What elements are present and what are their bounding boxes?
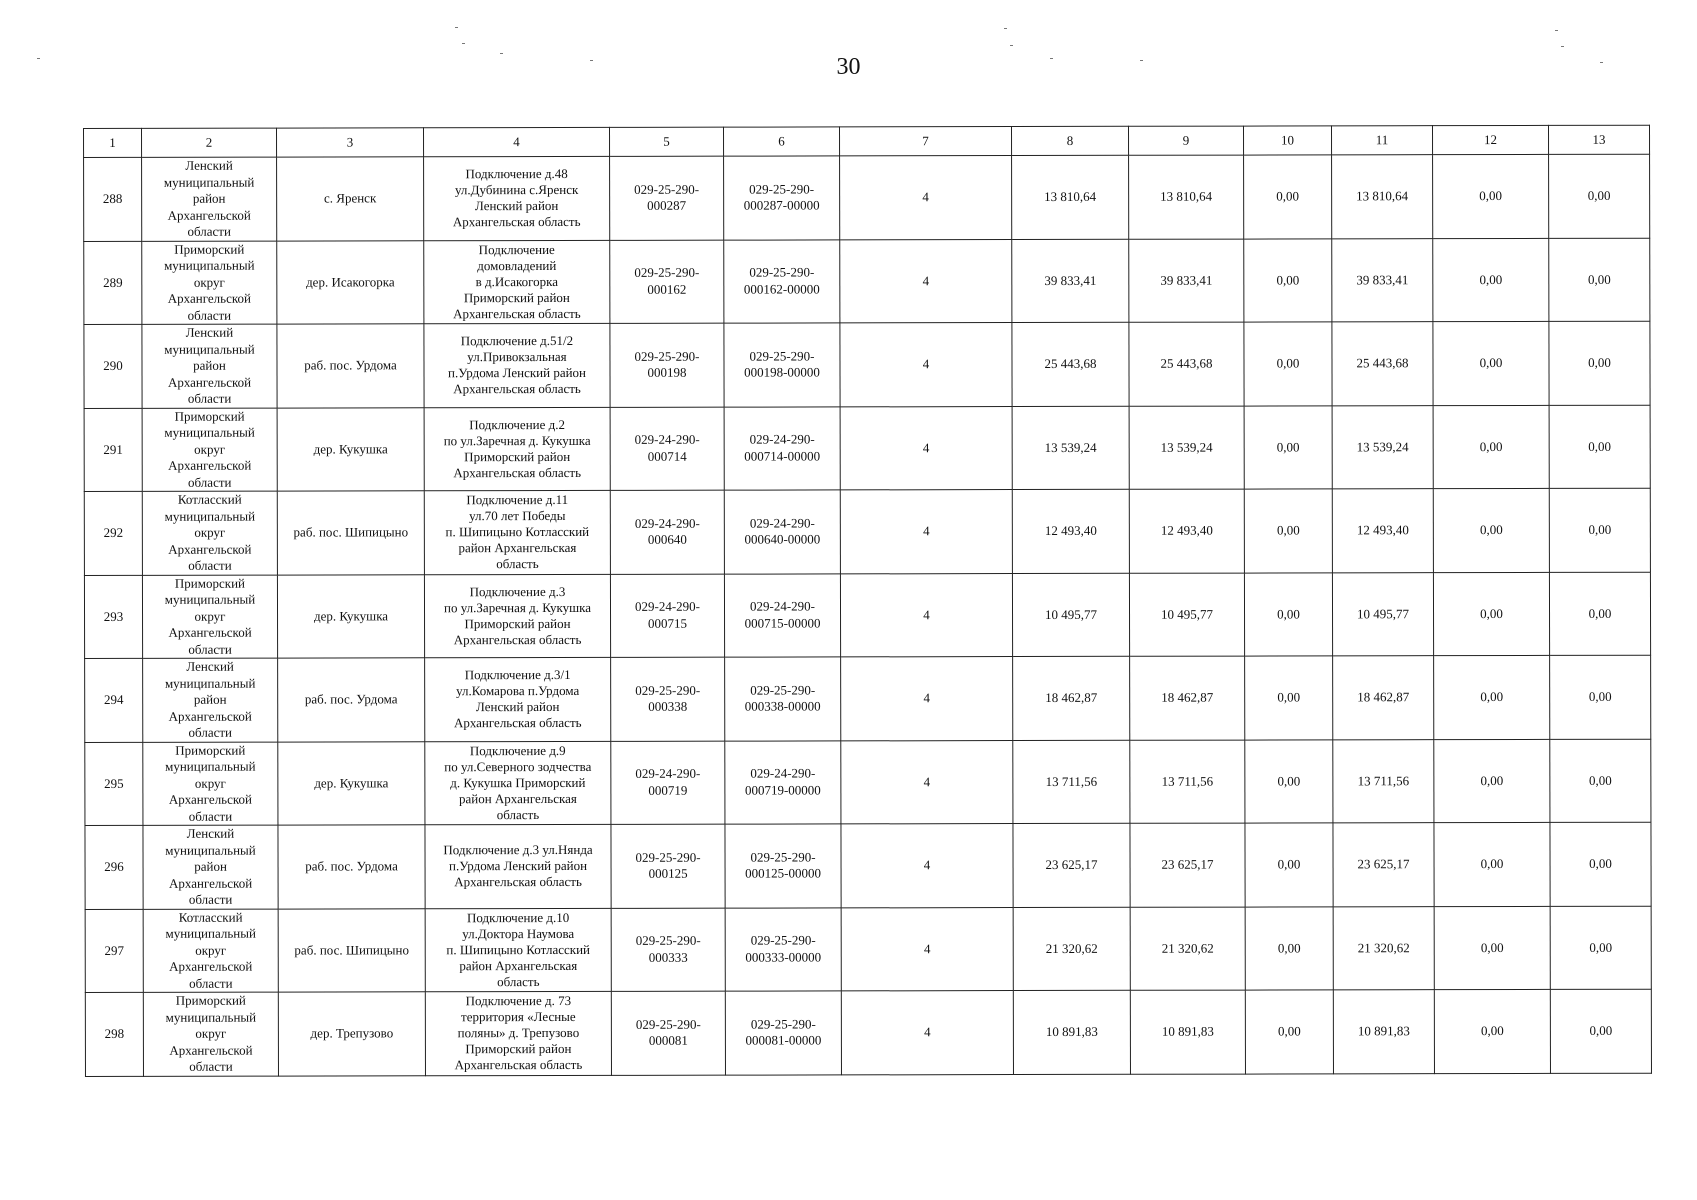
col11-cell: 18 462,87 xyxy=(1333,656,1434,740)
full-code-cell: 029-25-290- 000287-00000 xyxy=(724,156,840,240)
municipality-cell: Приморский муниципальный округ Архангельской области xyxy=(142,408,277,492)
col11-cell: 12 493,40 xyxy=(1332,489,1433,573)
code-cell: 029-25-290- 000125 xyxy=(611,824,725,908)
col11-cell: 10 495,77 xyxy=(1332,572,1433,656)
column-header: 1 xyxy=(84,128,142,157)
address-cell: Подключение домовладений в д.Исакогорка Приморский район Архангельская область xyxy=(424,240,610,324)
col10-cell: 0,00 xyxy=(1244,572,1332,656)
column-header: 11 xyxy=(1331,126,1432,155)
col7-cell: 4 xyxy=(840,156,1012,240)
table-row xyxy=(84,488,1650,575)
col9-cell: 13 810,64 xyxy=(1129,155,1244,239)
code-cell: 029-25-290- 000162 xyxy=(610,240,724,324)
col13-cell: 0,00 xyxy=(1550,989,1651,1073)
table-row xyxy=(84,572,1650,659)
col10-cell: 0,00 xyxy=(1244,322,1332,406)
full-code-cell: 029-24-290- 000715-00000 xyxy=(724,573,840,657)
scan-speck xyxy=(1004,28,1007,29)
full-code-cell: 029-25-290- 000125-00000 xyxy=(725,824,841,908)
col11-cell: 21 320,62 xyxy=(1333,906,1434,990)
table-row xyxy=(84,238,1650,325)
table-row xyxy=(84,405,1650,492)
code-cell: 029-25-290- 000198 xyxy=(610,323,724,407)
municipality-cell: Ленский муниципальный район Архангельской области xyxy=(142,157,277,241)
col9-cell: 39 833,41 xyxy=(1129,239,1244,323)
col8-cell: 13 711,56 xyxy=(1013,740,1130,824)
col8-cell: 23 625,17 xyxy=(1013,823,1130,907)
settlement-cell: дер. Кукушка xyxy=(277,407,424,491)
col12-cell: 0,00 xyxy=(1433,154,1549,238)
col8-cell: 18 462,87 xyxy=(1013,656,1130,740)
address-cell: Подключение д.3/1 ул.Комарова п.Урдома Ленский район Архангельская область xyxy=(425,657,611,741)
col7-cell: 4 xyxy=(840,573,1012,657)
col13-cell: 0,00 xyxy=(1549,405,1650,489)
municipality-cell: Ленский муниципальный район Архангельской области xyxy=(143,658,278,742)
col10-cell: 0,00 xyxy=(1245,656,1333,740)
full-code-cell: 029-25-290- 000162-00000 xyxy=(724,239,840,323)
col10-cell: 0,00 xyxy=(1244,489,1332,573)
full-code-cell: 029-25-290- 000081-00000 xyxy=(725,991,841,1075)
scan-speck xyxy=(1555,30,1558,31)
settlement-cell: с. Яренск xyxy=(277,157,424,241)
col8-cell: 10 891,83 xyxy=(1013,990,1130,1074)
code-cell: 029-25-290- 000287 xyxy=(610,156,724,240)
scan-speck xyxy=(1010,45,1013,46)
col8-cell: 39 833,41 xyxy=(1012,239,1129,323)
col7-cell: 4 xyxy=(840,323,1012,407)
col13-cell: 0,00 xyxy=(1549,572,1650,656)
col9-cell: 10 495,77 xyxy=(1129,573,1244,657)
col7-cell: 4 xyxy=(840,490,1012,574)
table-row xyxy=(85,739,1651,826)
col8-cell: 12 493,40 xyxy=(1012,489,1129,573)
col11-cell: 10 891,83 xyxy=(1333,990,1434,1074)
col13-cell: 0,00 xyxy=(1550,906,1651,990)
address-cell: Подключение д.11 ул.70 лет Победы п. Шипицыно Котласский район Архангельская область xyxy=(424,490,610,574)
scan-speck xyxy=(462,43,465,44)
page-number: 30 xyxy=(836,54,861,80)
col8-cell: 13 539,24 xyxy=(1012,406,1129,490)
row-number: 291 xyxy=(84,408,142,492)
col11-cell: 25 443,68 xyxy=(1332,322,1433,406)
col12-cell: 0,00 xyxy=(1433,405,1549,489)
col13-cell: 0,00 xyxy=(1549,154,1650,238)
code-cell: 029-24-290- 000714 xyxy=(610,407,724,491)
col12-cell: 0,00 xyxy=(1433,488,1549,572)
col12-cell: 0,00 xyxy=(1433,321,1549,405)
col13-cell: 0,00 xyxy=(1549,488,1650,572)
row-number: 296 xyxy=(85,825,143,909)
col7-cell: 4 xyxy=(841,824,1013,908)
address-cell: Подключение д.3 по ул.Заречная д. Кукушка Приморский район Архангельская область xyxy=(424,574,610,658)
full-code-cell: 029-25-290- 000198-00000 xyxy=(724,323,840,407)
settlement-cell: раб. пос. Урдома xyxy=(277,324,424,408)
col10-cell: 0,00 xyxy=(1245,906,1333,990)
col9-cell: 13 539,24 xyxy=(1129,406,1244,490)
row-number: 293 xyxy=(84,575,142,659)
column-header: 9 xyxy=(1128,126,1243,155)
col12-cell: 0,00 xyxy=(1434,739,1550,823)
row-number: 290 xyxy=(84,324,142,408)
settlement-cell: дер. Трепузово xyxy=(278,992,425,1076)
header-row xyxy=(84,125,1650,157)
municipality-cell: Приморский муниципальный округ Архангельской области xyxy=(142,241,277,325)
col7-cell: 4 xyxy=(841,907,1013,991)
col13-cell: 0,00 xyxy=(1550,655,1651,739)
full-code-cell: 029-24-290- 000640-00000 xyxy=(724,490,840,574)
col11-cell: 23 625,17 xyxy=(1333,823,1434,907)
municipality-cell: Котласский муниципальный округ Архангельской области xyxy=(142,491,277,575)
code-cell: 029-25-290- 000338 xyxy=(611,657,725,741)
full-code-cell: 029-25-290- 000338-00000 xyxy=(725,657,841,741)
col9-cell: 10 891,83 xyxy=(1130,990,1245,1074)
col8-cell: 21 320,62 xyxy=(1013,907,1130,991)
full-code-cell: 029-24-290- 000714-00000 xyxy=(724,406,840,490)
col9-cell: 23 625,17 xyxy=(1130,823,1245,907)
col12-cell: 0,00 xyxy=(1434,655,1550,739)
col8-cell: 25 443,68 xyxy=(1012,322,1129,406)
municipality-cell: Приморский муниципальный округ Архангельской области xyxy=(142,575,277,659)
settlement-cell: раб. пос. Шипицыно xyxy=(277,491,424,575)
col7-cell: 4 xyxy=(841,740,1013,824)
settlement-cell: раб. пос. Урдома xyxy=(278,825,425,909)
column-header: 2 xyxy=(142,128,277,157)
col10-cell: 0,00 xyxy=(1244,238,1332,322)
col11-cell: 13 711,56 xyxy=(1333,739,1434,823)
col11-cell: 13 539,24 xyxy=(1332,405,1433,489)
col13-cell: 0,00 xyxy=(1549,238,1650,322)
table-row xyxy=(85,989,1651,1076)
col12-cell: 0,00 xyxy=(1434,822,1550,906)
data-table xyxy=(83,125,1652,1077)
col7-cell: 4 xyxy=(841,991,1013,1075)
column-header: 5 xyxy=(609,127,723,156)
scan-speck xyxy=(455,27,458,28)
col10-cell: 0,00 xyxy=(1244,155,1332,239)
col11-cell: 13 810,64 xyxy=(1332,155,1433,239)
column-header: 12 xyxy=(1432,125,1548,154)
col9-cell: 21 320,62 xyxy=(1130,907,1245,991)
address-cell: Подключение д.51/2 ул.Привокзальная п.Урдома Ленский район Архангельская область xyxy=(424,323,610,407)
col13-cell: 0,00 xyxy=(1550,739,1651,823)
row-number: 288 xyxy=(84,157,142,241)
table-row xyxy=(84,154,1650,241)
address-cell: Подключение д.2 по ул.Заречная д. Кукушка Приморский район Архангельская область xyxy=(424,407,610,491)
row-number: 289 xyxy=(84,241,142,325)
col9-cell: 13 711,56 xyxy=(1130,740,1245,824)
col10-cell: 0,00 xyxy=(1245,823,1333,907)
code-cell: 029-24-290- 000719 xyxy=(611,741,725,825)
column-header: 4 xyxy=(424,127,610,156)
column-header: 13 xyxy=(1548,125,1649,154)
municipality-cell: Ленский муниципальный район Архангельской области xyxy=(142,324,277,408)
col7-cell: 4 xyxy=(841,657,1013,741)
row-number: 298 xyxy=(85,992,143,1076)
full-code-cell: 029-24-290- 000719-00000 xyxy=(725,740,841,824)
address-cell: Подключение д.48 ул.Дубинина с.Яренск Ленский район Архангельская область xyxy=(424,156,610,240)
row-number: 292 xyxy=(84,491,142,575)
full-code-cell: 029-25-290- 000333-00000 xyxy=(725,907,841,991)
col9-cell: 18 462,87 xyxy=(1130,656,1245,740)
column-header: 6 xyxy=(723,127,839,156)
table-row xyxy=(84,321,1650,408)
col8-cell: 13 810,64 xyxy=(1012,155,1129,239)
col8-cell: 10 495,77 xyxy=(1012,573,1129,657)
col12-cell: 0,00 xyxy=(1433,238,1549,322)
code-cell: 029-24-290- 000640 xyxy=(610,490,724,574)
code-cell: 029-25-290- 000081 xyxy=(611,991,725,1075)
row-number: 294 xyxy=(85,658,143,742)
row-number: 295 xyxy=(85,742,143,826)
address-cell: Подключение д. 73 территория «Лесные поляны» д. Трепузово Приморский район Архангельская область xyxy=(425,991,611,1075)
column-header: 3 xyxy=(277,128,424,157)
col12-cell: 0,00 xyxy=(1434,989,1550,1073)
col12-cell: 0,00 xyxy=(1433,572,1549,656)
municipality-cell: Приморский муниципальный округ Архангельской области xyxy=(143,992,278,1076)
settlement-cell: дер. Кукушка xyxy=(277,574,424,658)
column-header: 8 xyxy=(1011,126,1128,155)
municipality-cell: Котласский муниципальный округ Архангельской области xyxy=(143,909,278,993)
municipality-cell: Ленский муниципальный район Архангельской области xyxy=(143,825,278,909)
column-header: 10 xyxy=(1243,126,1331,155)
settlement-cell: раб. пос. Шипицыно xyxy=(278,908,425,992)
col11-cell: 39 833,41 xyxy=(1332,238,1433,322)
col7-cell: 4 xyxy=(840,406,1012,490)
col10-cell: 0,00 xyxy=(1245,990,1333,1074)
col12-cell: 0,00 xyxy=(1434,906,1550,990)
settlement-cell: раб. пос. Урдома xyxy=(278,658,425,742)
row-number: 297 xyxy=(85,909,143,993)
table-row xyxy=(85,822,1651,909)
column-header: 7 xyxy=(839,127,1011,156)
table-body xyxy=(84,154,1652,1076)
address-cell: Подключение д.9 по ул.Северного зодчества д. Кукушка Приморский район Архангельская область xyxy=(425,741,611,825)
col7-cell: 4 xyxy=(840,239,1012,323)
settlement-cell: дер. Исакогорка xyxy=(277,240,424,324)
scan-speck xyxy=(1561,46,1564,47)
municipality-cell: Приморский муниципальный округ Архангельской области xyxy=(143,742,278,826)
col13-cell: 0,00 xyxy=(1549,321,1650,405)
col9-cell: 25 443,68 xyxy=(1129,322,1244,406)
col10-cell: 0,00 xyxy=(1244,405,1332,489)
code-cell: 029-24-290- 000715 xyxy=(610,574,724,658)
col9-cell: 12 493,40 xyxy=(1129,489,1244,573)
col13-cell: 0,00 xyxy=(1550,822,1651,906)
code-cell: 029-25-290- 000333 xyxy=(611,908,725,992)
settlement-cell: дер. Кукушка xyxy=(278,741,425,825)
address-cell: Подключение д.10 ул.Доктора Наумова п. Шипицыно Котласский район Архангельская область xyxy=(425,908,611,992)
address-cell: Подключение д.3 ул.Нянда п.Урдома Ленский район Архангельская область xyxy=(425,824,611,908)
table-row xyxy=(85,655,1651,742)
col10-cell: 0,00 xyxy=(1245,739,1333,823)
table-row xyxy=(85,906,1651,993)
